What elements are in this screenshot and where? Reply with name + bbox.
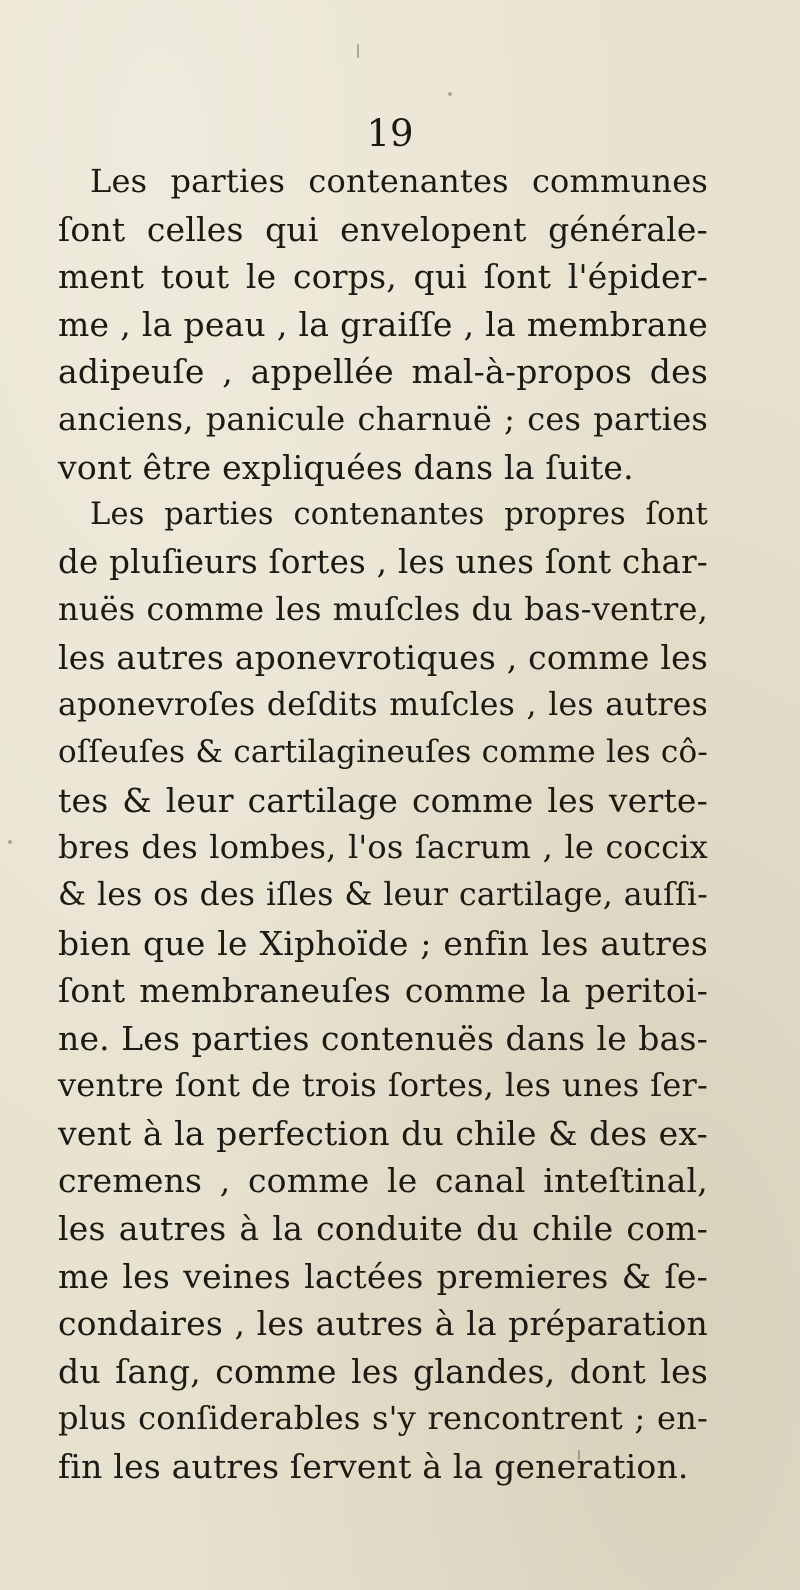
page-number: 19 (366, 112, 414, 155)
text-line: adipeuſe , appellée mal-à-propos des (58, 352, 708, 392)
text-line: Les parties contenantes communes (90, 162, 708, 200)
text-line: ſont celles qui envelopent générale- (58, 209, 708, 249)
text-line: fin les autres ſervent à la generation. (58, 1447, 689, 1487)
text-line: les autres à la conduite du chile com- (58, 1209, 708, 1249)
text-line: du ſang, comme les glandes, dont les (58, 1351, 708, 1391)
text-line: me les veines lactées premieres & ſe- (58, 1256, 708, 1296)
text-line: anciens, panicule charnuë ; ces parties (58, 399, 708, 438)
text-line: nuës comme les muſcles du bas-ventre, (58, 590, 708, 629)
text-line: ne. Les parties contenuës dans le bas- (58, 1018, 708, 1058)
text-line: vont être expliquées dans la ſuite. (58, 447, 634, 487)
text-line: cremens , comme le canal inteſtinal, (58, 1161, 708, 1201)
text-line: bien que le Xiphoïde ; enfin les autres (58, 923, 708, 963)
text-line: condaires , les autres à la préparation (58, 1304, 708, 1344)
text-line: ſont membraneuſes comme la peritoi- (58, 971, 708, 1011)
body-text (58, 158, 708, 1491)
text-line: plus conſiderables s'y rencontrent ; en- (58, 1399, 708, 1438)
text-line: ventre ſont de trois ſortes, les unes ſer- (58, 1066, 708, 1105)
text-line: aponevroſes deſdits muſcles , les autres (58, 686, 708, 723)
paper-speck (8, 840, 12, 844)
text-line: ment tout le corps, qui ſont l'épider- (58, 257, 708, 297)
text-line: de pluſieurs ſortes , les unes ſont char- (58, 542, 708, 581)
paper-speck (448, 92, 452, 96)
text-line: oſſeuſes & cartilagineuſes comme les cô- (58, 734, 708, 771)
paper-speck (357, 44, 359, 58)
text-line: vent à la perfection du chile & des ex- (58, 1113, 708, 1153)
text-line: tes & leur cartilage comme les verte- (58, 780, 708, 820)
text-line: me , la peau , la graiſſe , la membrane (58, 304, 708, 344)
text-line: les autres aponevrotiques , comme les (58, 637, 708, 677)
text-line: Les parties contenantes propres ſont (90, 497, 708, 533)
text-line: & les os des iſles & leur cartilage, auſſi- (58, 876, 708, 913)
text-line: bres des lombes, l'os ſacrum , le coccix (58, 828, 708, 867)
